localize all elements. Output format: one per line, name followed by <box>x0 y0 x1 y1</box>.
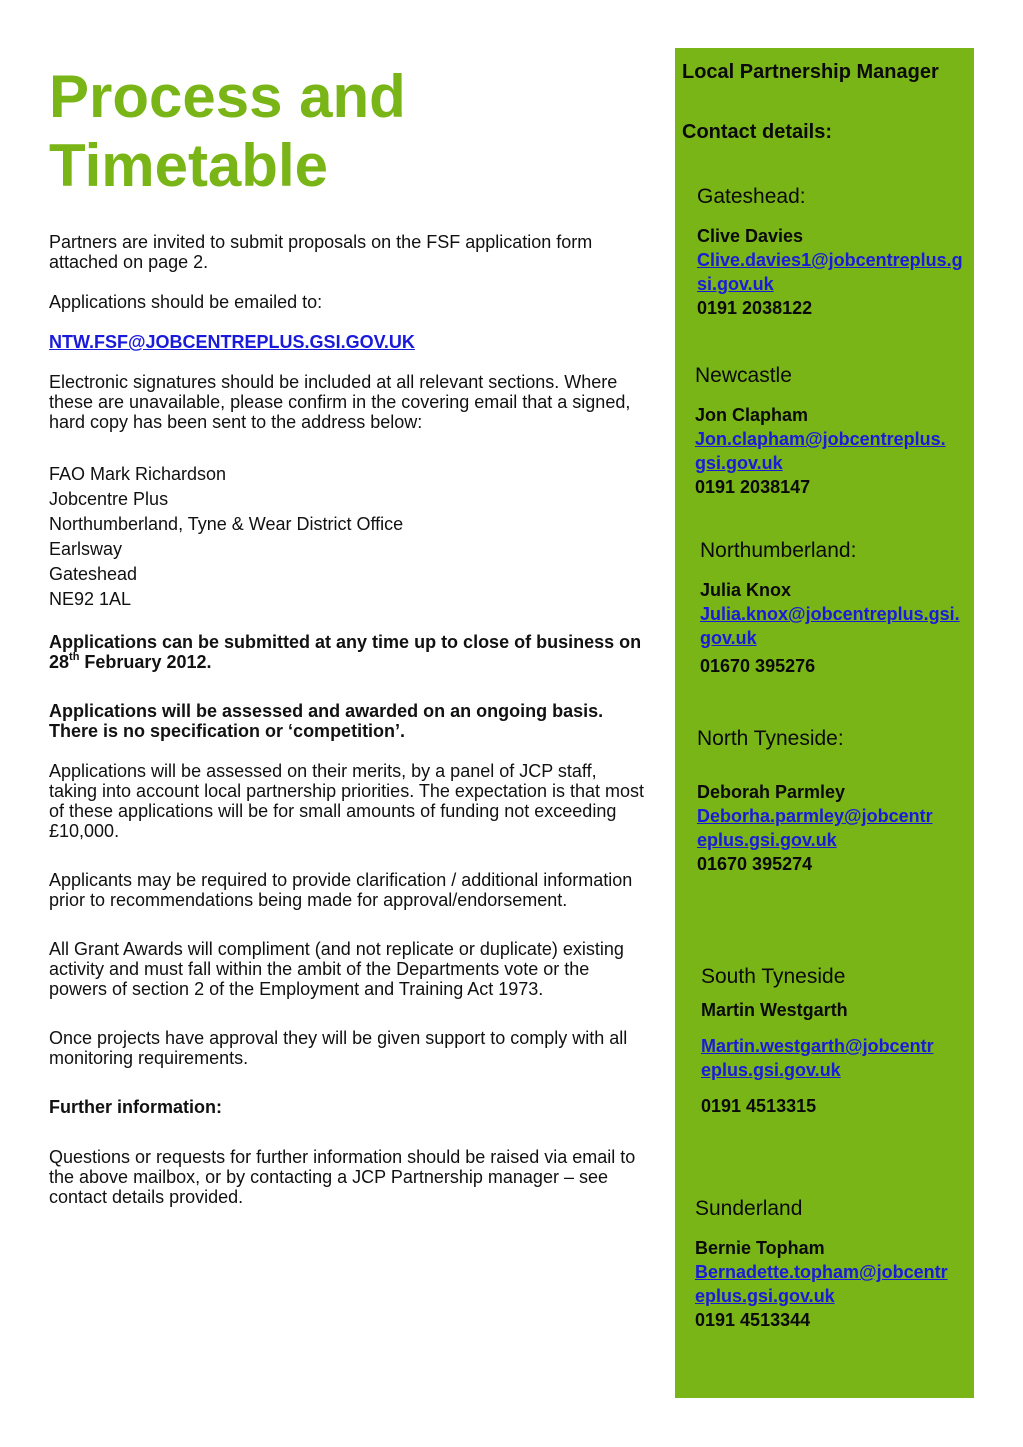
contact-phone: 0191 4513315 <box>701 1096 817 1116</box>
contact-newcastle <box>695 363 970 499</box>
contact-phone: 0191 2038122 <box>697 298 813 318</box>
page-title <box>49 62 649 200</box>
clarification-paragraph: Applicants may be required to provide clarification / additional information prior to recommendations being made for approval/endorsement. <box>49 870 633 910</box>
contact-northumberland <box>700 538 975 678</box>
contact-phone: 0191 4513344 <box>695 1310 811 1330</box>
sidebar-heading: Local Partnership Manager <box>682 61 939 83</box>
monitoring-paragraph: Once projects have approval they will be given support to comply with all monitoring requirements. <box>49 1028 628 1068</box>
contact-phone: 01670 395274 <box>697 854 813 874</box>
assessed-paragraph: Applications will be assessed and awarded on an ongoing basis. There is no specification or ‘competition’. <box>49 701 604 741</box>
emailed-to-paragraph: Applications should be emailed to: <box>49 292 323 312</box>
further-info-heading: Further information: <box>49 1097 222 1117</box>
deadline-text: Applications can be submitted at any time up to close of business on 28 <box>49 632 642 672</box>
contact-sidebar <box>675 48 974 1398</box>
contact-email-link[interactable]: Bernadette.topham@jobcentreplus.gsi.gov.uk <box>695 1262 948 1306</box>
address-line: NE92 1AL <box>49 589 132 609</box>
contact-email-link[interactable]: Clive.davies1@jobcentreplus.gsi.gov.uk <box>697 250 963 294</box>
address-line: Jobcentre Plus <box>49 489 169 509</box>
contact-area: North Tyneside: <box>697 727 844 750</box>
contact-area: Sunderland <box>695 1197 803 1220</box>
deadline-paragraph <box>49 632 649 672</box>
contact-sunderland <box>695 1196 970 1332</box>
title-line-1: Process and <box>49 63 406 130</box>
contact-name: Jon Clapham <box>695 405 809 425</box>
grant-awards-paragraph: All Grant Awards will compliment (and not replicate or duplicate) existing activity and must fall within the ambit of the Departments vote or the powers of section 2 of the Employment and Training Act 1973. <box>49 939 624 999</box>
contact-email-link[interactable]: Julia.knox@jobcentreplus.gsi.gov.uk <box>700 604 960 648</box>
contact-name: Martin Westgarth <box>701 1000 848 1020</box>
address-line: Northumberland, Tyne & Wear District Office <box>49 514 404 534</box>
contact-email-link[interactable]: Jon.clapham@jobcentreplus.gsi.gov.uk <box>695 429 946 473</box>
contact-email-link[interactable]: Martin.westgarth@jobcentreplus.gsi.gov.uk <box>701 1036 934 1080</box>
contact-phone: 01670 395276 <box>700 656 816 676</box>
contact-north-tyneside <box>697 726 972 876</box>
contact-name: Deborah Parmley <box>697 782 846 802</box>
postal-address <box>49 462 649 612</box>
main-content <box>49 62 649 1227</box>
contact-name: Bernie Topham <box>695 1238 825 1258</box>
contact-name: Julia Knox <box>700 580 792 600</box>
contact-phone: 0191 2038147 <box>695 477 811 497</box>
contact-area: Northumberland: <box>700 539 857 562</box>
deadline-superscript: th <box>69 651 80 663</box>
contact-south-tyneside <box>701 964 976 1118</box>
address-line: Earlsway <box>49 539 123 559</box>
address-line: Gateshead <box>49 564 138 584</box>
deadline-date: February 2012. <box>79 652 212 672</box>
contact-email-link[interactable]: Deborha.parmley@jobcentreplus.gsi.gov.uk <box>697 806 933 850</box>
contact-area: Gateshead: <box>697 185 806 208</box>
further-info-paragraph: Questions or requests for further information should be raised via email to the above mailbox, or by contacting a JCP Partnership manager – see contact details provided. <box>49 1147 636 1207</box>
signatures-paragraph: Electronic signatures should be included at all relevant sections. Where these are unavailable, please confirm in the covering email that a signed, hard copy has been sent to the address below: <box>49 372 631 432</box>
merits-paragraph: Applications will be assessed on their merits, by a panel of JCP staff, taking into account local partnership priorities. The expectation is that most of these applications will be for small amounts of funding not exceeding £10,000. <box>49 761 644 841</box>
address-line: FAO Mark Richardson <box>49 464 227 484</box>
intro-paragraph: Partners are invited to submit proposals on the FSF application form attached on page 2. <box>49 232 593 272</box>
sidebar-subheading: Contact details: <box>682 121 833 143</box>
contact-area: South Tyneside <box>701 965 846 988</box>
contact-gateshead <box>697 184 972 320</box>
contact-area: Newcastle <box>695 364 792 387</box>
contact-name: Clive Davies <box>697 226 804 246</box>
mailbox-link[interactable]: NTW.FSF@JOBCENTREPLUS.GSI.GOV.UK <box>49 332 415 352</box>
title-line-2: Timetable <box>49 132 328 199</box>
